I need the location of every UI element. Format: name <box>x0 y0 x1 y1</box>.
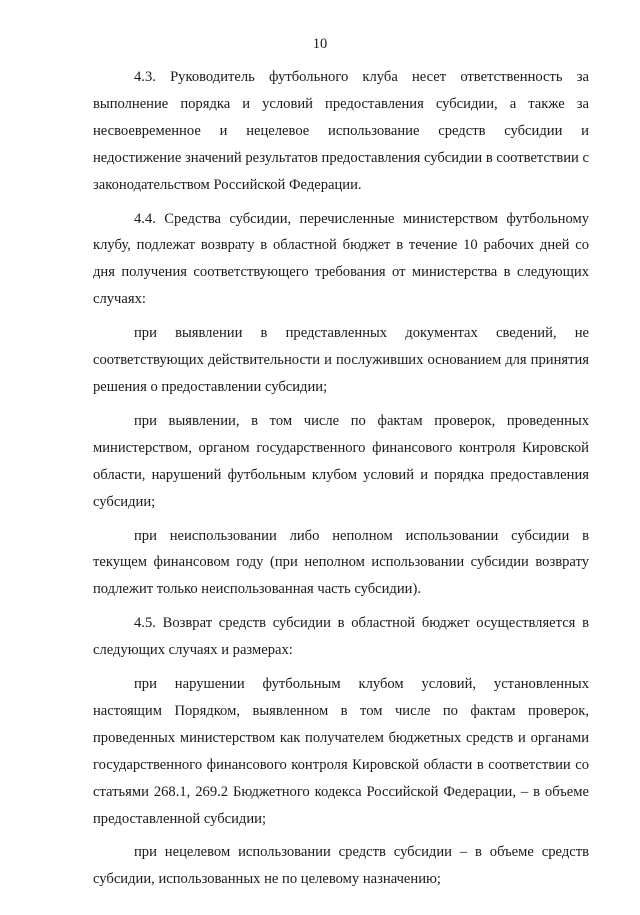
paragraph-4-3: 4.3. Руководитель футбольного клуба несет ответственность за выполнение порядка и условий предоставления субсидии, а также за несвоевременное и нецелевое использование средств субсидии и недостижение значений результатов предоставления субсидии в соответствии с законодательством Российской Федерации. <box>93 69 589 193</box>
page-number: 10 <box>312 36 328 52</box>
paragraph-case-misuse: при нецелевом использовании средств субсидии – в объеме средств субсидии, использованных не по целевому назначению; <box>93 844 589 888</box>
paragraph-4-4: 4.4. Средства субсидии, перечисленные министерством футбольному клубу, подлежат возврату в областной бюджет в течение 10 рабочих дней со дня получения соответствующего требования от министерства в следующих случаях: <box>93 210 589 308</box>
paragraph-case-breach: при нарушении футбольным клубом условий, установленных настоящим Порядком, выявленном в том числе по фактам проверок, проведенных министерством как получателем бюджетных средств и органами государственного финансового контроля Кировской области в соответствии со статьями 268.1, 269.2 Бюджетного кодекса Российской Федерации, – в объеме предоставленной субсидии; <box>93 676 589 827</box>
paragraph-case-violations: при выявлении, в том числе по фактам проверок, проведенных министерством, органом государственного финансового контроля Кировской области, нарушений футбольным клубом условий и порядка предоставления субсидии; <box>93 412 589 510</box>
paragraph-case-false-info: при выявлении в представленных документах сведений, не соответствующих действительности и послуживших основанием для принятия решения о предоставлении субсидии; <box>93 325 589 395</box>
paragraph-case-unused: при неиспользовании либо неполном использовании субсидии в текущем финансовом году (при неполном использовании субсидии возврату подлежит только неиспользованная часть субсидии). <box>93 527 589 598</box>
paragraph-4-5: 4.5. Возврат средств субсидии в областной бюджет осуществляется в следующих случаях и размерах: <box>93 615 589 659</box>
document-body <box>93 64 589 900</box>
